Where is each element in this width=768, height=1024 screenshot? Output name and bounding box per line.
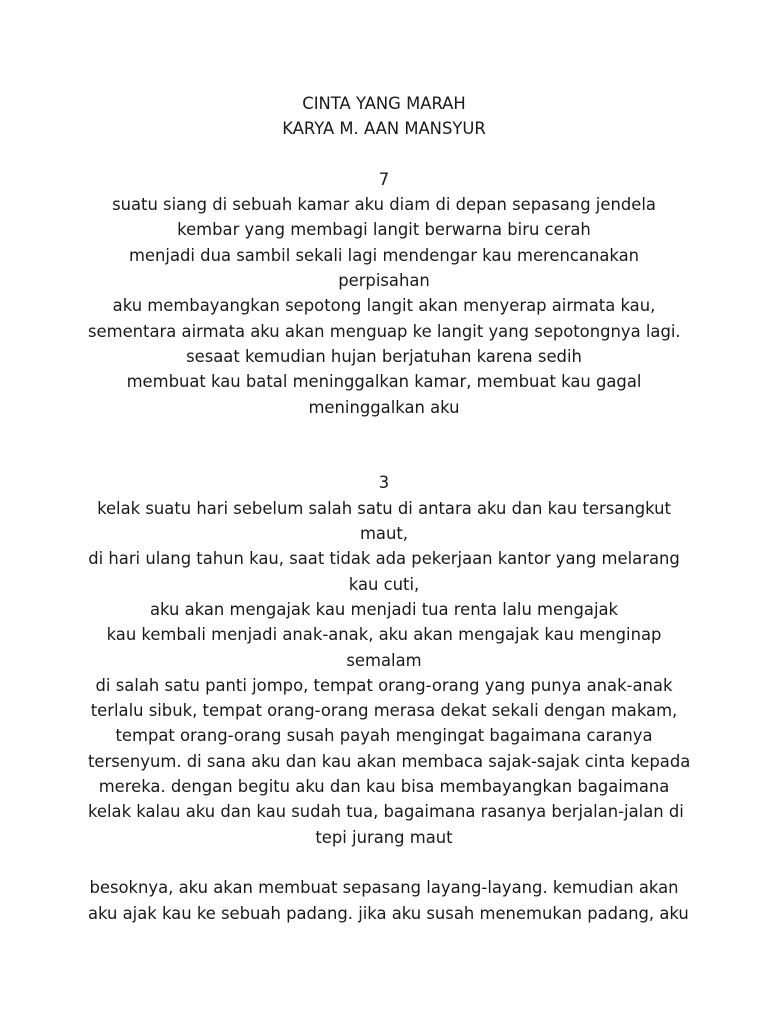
poem-line: sesaat kemudian hujan berjatuhan karena sedih	[186, 346, 582, 366]
poem-line: aku membayangkan sepotong langit akan menyerap airmata kau,	[112, 296, 656, 316]
section-2	[88, 496, 691, 850]
blank-line	[88, 142, 680, 167]
blank-line	[88, 420, 680, 445]
poem-body	[88, 91, 691, 926]
poem-line: kelak suatu hari sebelum salah satu di antara aku dan kau tersangkut	[97, 498, 671, 518]
poem-line: besoknya, aku akan membuat sepasang layang-layang. kemudian akan	[89, 878, 679, 898]
poem-author: KARYA M. AAN MANSYUR	[282, 119, 486, 139]
poem-line: maut,	[359, 524, 409, 544]
poem-line: semalam	[346, 650, 422, 670]
poem-line: meninggalkan aku	[308, 397, 460, 417]
poem-line: di hari ulang tahun kau, saat tidak ada pekerjaan kantor yang melarang	[88, 549, 680, 569]
poem-line: kelak kalau aku dan kau sudah tua, bagaimana rasanya berjalan-jalan di	[88, 802, 684, 822]
section-3	[88, 875, 689, 926]
poem-line: mereka. dengan begitu aku dan kau bisa membayangkan bagaimana	[98, 777, 670, 797]
poem-line: kembar yang membagi langit berwarna biru cerah	[177, 220, 591, 240]
blank-line	[88, 850, 680, 875]
poem-line: kau cuti,	[348, 574, 420, 594]
poem-line: tempat orang-orang susah payah mengingat bagaimana caranya	[115, 726, 653, 746]
poem-line: aku akan mengajak kau menjadi tua renta lalu mengajak	[149, 599, 619, 619]
poem-line: sementara airmata aku akan menguap ke langit yang sepotongnya lagi.	[88, 321, 681, 341]
section-1	[88, 192, 680, 420]
section-number: 7	[378, 169, 390, 189]
poem-line: tersenyum. di sana aku dan kau akan membaca sajak-sajak cinta kepada	[88, 751, 691, 771]
poem-line: suatu siang di sebuah kamar aku diam di depan sepasang jendela	[112, 195, 656, 215]
poem-line: membuat kau batal meninggalkan kamar, membuat kau gagal	[126, 372, 642, 392]
poem-line: terlalu sibuk, tempat orang-orang merasa dekat sekali dengan makam,	[90, 701, 678, 721]
section-number: 3	[378, 473, 390, 493]
poem-line: perpisahan	[338, 271, 430, 291]
poem-line: kau kembali menjadi anak-anak, aku akan mengajak kau menginap	[106, 625, 662, 645]
poem-line: di salah satu panti jompo, tempat orang-orang yang punya anak-anak	[95, 675, 673, 695]
poem-line: aku ajak kau ke sebuah padang. jika aku susah menemukan padang, aku	[88, 903, 689, 923]
poem-line: tepi jurang maut	[315, 827, 453, 847]
blank-line	[88, 445, 680, 470]
poem-line: menjadi dua sambil sekali lagi mendengar kau merencanakan	[128, 245, 640, 265]
poem-title: CINTA YANG MARAH	[302, 94, 466, 113]
